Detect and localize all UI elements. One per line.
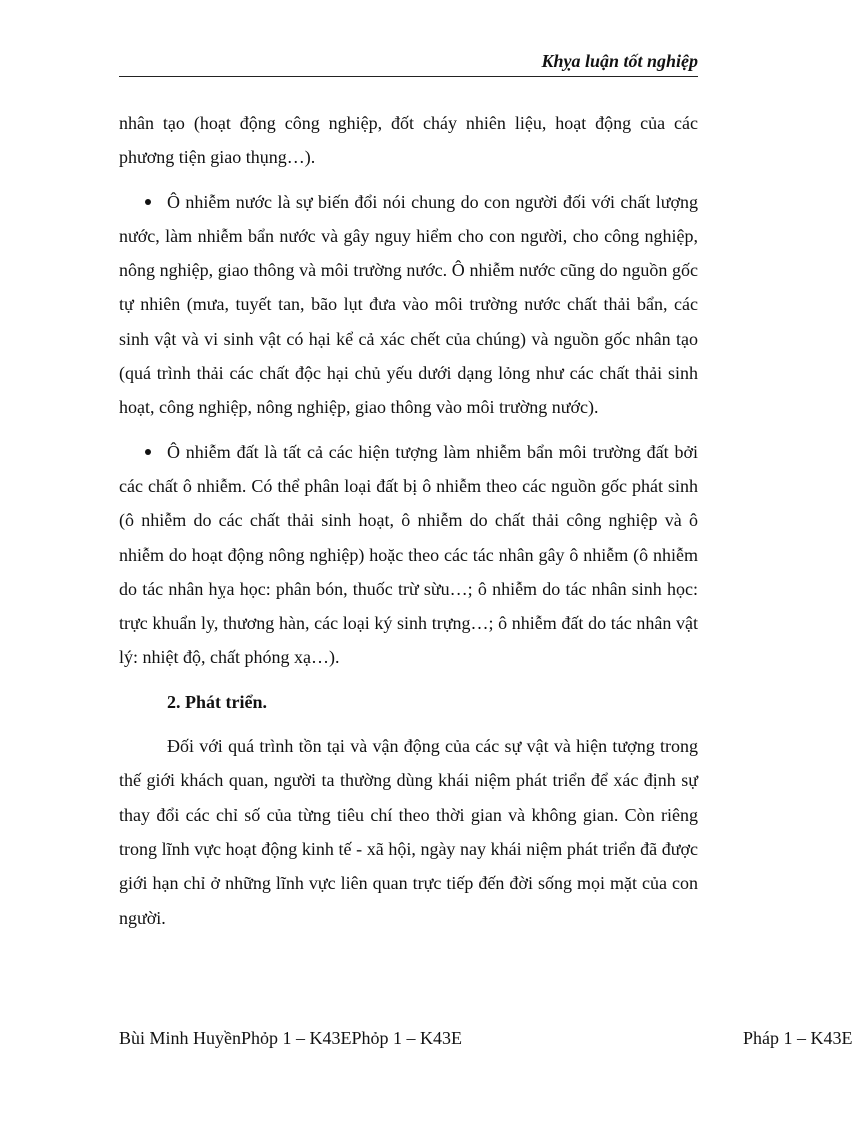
document-body [119,106,698,935]
bullet-icon [145,199,151,205]
header-title: Khỵa luận tốt nghiệp [541,51,698,71]
footer-author: Bùi Minh HuyềnPhỏp 1 – K43EPhỏp 1 – K43E [119,1028,463,1048]
page-footer [119,1028,853,1054]
intro-continuation-paragraph: nhân tạo (hoạt động công nghiệp, đốt cháy nhiên liệu, hoạt động của các phương tiện giao thụng…). [119,113,698,168]
section-heading: 2. Phát triển. [167,691,267,712]
bullet-item-soil-pollution [119,435,698,675]
section-paragraph: Đối với quá trình tồn tại và vận động của các sự vật và hiện tượng trong thế giới khách quan, người ta thường dùng khái niệm phát triển để xác định sự thay đổi các chỉ số của từng tiêu chí theo thời gian và không gian. Còn riêng trong lĩnh vực hoạt động kinh tế - xã hội, ngày nay khái niệm phát triển đã được giới hạn chỉ ở những lĩnh vực liên quan trực tiếp đến đời sống mọi mặt của con người. [119,736,698,928]
bullet-item-water-pollution [119,185,698,425]
bullet-text: Ô nhiễm đất là tất cả các hiện tượng làm nhiễm bẩn môi trường đất bởi các chất ô nhiễm. Có thể phân loại đất bị ô nhiễm theo các nguồn gốc phát sinh (ô nhiễm do các chất thải sinh hoạt, ô nhiễm do chất thải công nghiệp và ô nhiễm do hoạt động nông nghiệp) hoặc theo các tác nhân gây ô nhiễm (ô nhiễm do tác nhân hỵa học: phân bón, thuốc trừ sừu…; ô nhiễm do tác nhân sinh học: trực khuẩn ly, thương hàn, các loại ký sinh trựng…; ô nhiễm đất do tác nhân vật lý: nhiệt độ, chất phóng xạ…). [119,441,698,668]
bullet-text: Ô nhiễm nước là sự biến đổi nói chung do con người đối với chất lượng nước, làm nhiễm bẩn nước và gây nguy hiểm cho con người, cho công nghiệp, nông nghiệp, giao thông và môi trường nước. Ô nhiễm nước cũng do nguồn gốc tự nhiên (mưa, tuyết tan, bão lụt đưa vào môi trường nước chất thải bẩn, các sinh vật và vi sinh vật có hại kể cả xác chết của chúng) và nguồn gốc nhân tạo (quá trình thải các chất độc hại chủ yếu dưới dạng lỏng như các chất thải sinh hoạt, công nghiệp, nông nghiệp, giao thông vào môi trường nước). [119,191,698,418]
footer-class: Pháp 1 – K43E [743,1028,853,1048]
bullet-icon [145,449,151,455]
page-header [119,50,698,77]
